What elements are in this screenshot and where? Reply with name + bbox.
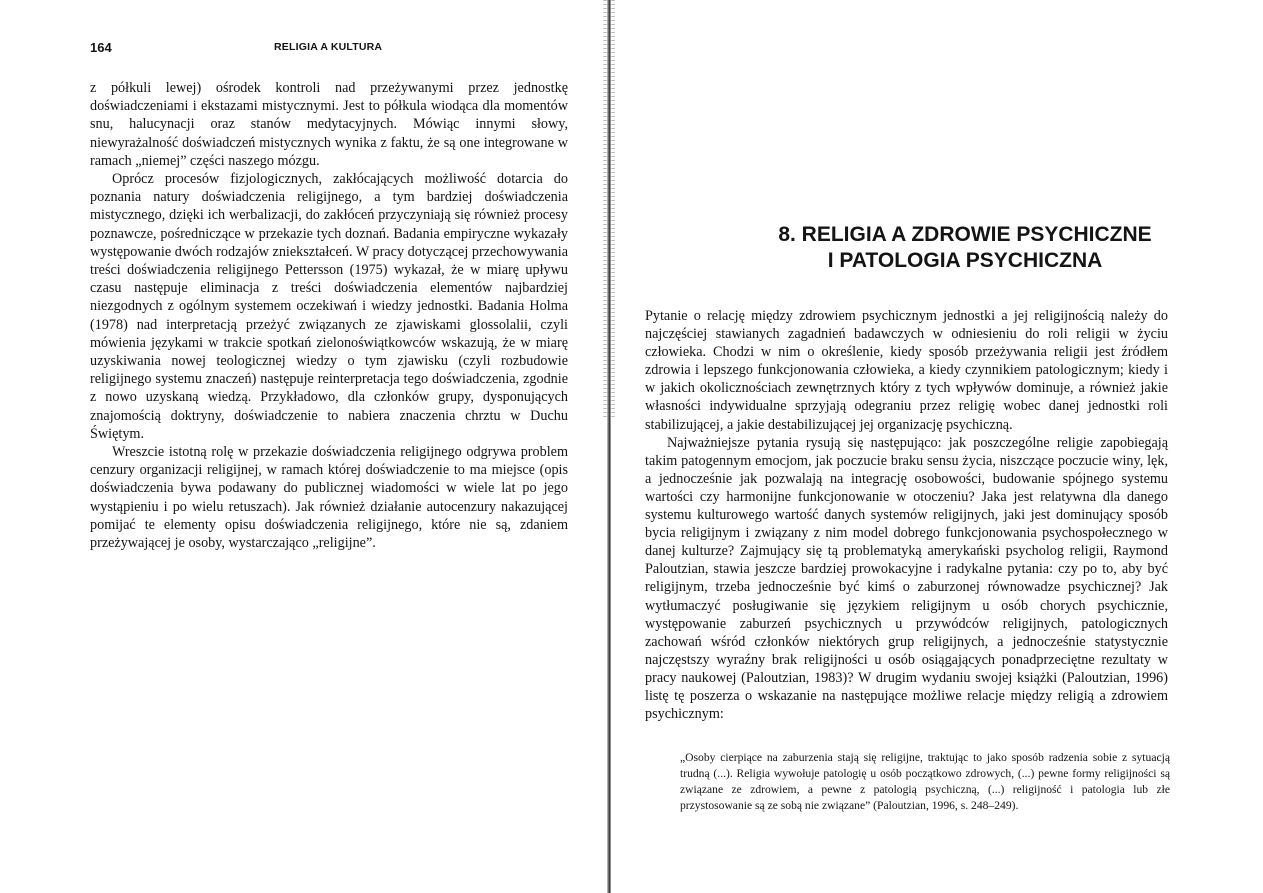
paragraph: Najważniejsze pytania rysują się następująco: jak poszczególne religie zapobiegają takim patogennym emocjom, jak poczucie braku sensu życia, niszczące poczucie winy, lęk, a jednocześnie jak pozwalają na integrację osobowości, budowanie spójnego systemu wartości czy harmonijne funkcjonowanie w otoczeniu? Jaka jest relatywna dla danego systemu kulturowego wartość danych systemów religijnych, jaki jest dominujący sposób bycia religijnym i związany z nim model dobrego funkcjonowania psychospołecznego w danej kulturze? Zajmujący się tą problematyką amerykański psycholog religii, Raymond Paloutzian, stawia jeszcze bardziej prowokacyjne i radykalne pytania: czy po to, aby być religijnym, trzeba jednocześnie być kimś o zaburzonej równowadze psychicznej? Jak wytłumaczyć posługiwanie się językiem religijnym u osób chorych psychicznie, występowanie zaburzeń psychicznych u przywódców religijnych, patologicznych zachowań wśród członków niektórych grup religijnych, a jednocześnie statystycznie najczęstszy wyraźny brak religijności u osób osiągających ponadprzeciętne rezultaty w pracy naukowej (Paloutzian, 1983)? W drugim wydaniu swojej książki (Paloutzian, 1996) listę tę poszerza o wskazanie na następujące możliwe relacje między religią a zdrowiem psychicznym: — [645, 434, 1168, 723]
running-head: RELIGIA A KULTURA — [274, 41, 383, 53]
right-page-body — [645, 307, 1168, 723]
left-page — [0, 0, 605, 893]
chapter-title — [685, 222, 1245, 274]
gutter-shadow — [607, 0, 611, 893]
chapter-title-line-2: I PATOLOGIA PSYCHICZNA — [827, 249, 1103, 272]
chapter-title-line-1: 8. RELIGIA A ZDROWIE PSYCHICZNE — [778, 223, 1152, 246]
paragraph: Pytanie o relację między zdrowiem psychicznym jednostki a jej religijnością należy do najczęściej stawianych zagadnień badawczych w odniesieniu do roli religii w życiu człowieka. Chodzi w nim o określenie, kiedy sposób przeżywania religii jest źródłem zdrowia i lepszego funkcjonowania człowieka, a kiedy czynnikiem patologicznym; kiedy i w jakich okolicznościach zewnętrznych który z tych wpływów dominuje, a również jakie własności indywidualne sprzyjają odegraniu przez religię wobec danej jednostki roli stabilizującej, a jakie destabilizującej jej organizację psychiczną. — [645, 308, 1168, 433]
page-number: 164 — [90, 40, 112, 55]
left-page-body — [90, 79, 568, 552]
right-page — [615, 0, 1263, 893]
paragraph: Wreszcie istotną rolę w przekazie doświadczenia religijnego odgrywa problem cenzury organizacji religijnej, w ramach której doświadczenie to ma miejsce (opis doświadczenia bywa podawany do publicznej wiadomości w wiele lat po jego wystąpieniu i po wielu retuszach). Jak również działanie autocenzury nakazującej pomijać te elementy opisu doświadczenia religijnego, które nie są, zdaniem przeżywającej je osoby, wystarczająco „religijne”. — [90, 444, 568, 552]
paragraph: Oprócz procesów fizjologicznych, zakłócających możliwość dotarcia do poznania natury doświadczenia religijnego, a tym bardziej doświadczenia mistycznego, dzięki ich werbalizacji, do zakłóceń przyczyniają się również procesy poznawcze, pośredniczące w przekazie tych doznań. Badania empiryczne wykazały występowanie dwóch rodzajów zniekształceń. W pracy dotyczącej przechowywania treści doświadczenia religijnego Pettersson (1975) wykazał, że w miarę upływu czasu następuje eliminacja z treści doświadczenia elementów najbardziej niezgodnych z ogólnym systemem oczekiwań i wiedzy jednostki. Badania Holma (1978) nad interpretacją przeżyć związanych ze zjawiskami glossolalii, czyli mówienia językami w trakcie spotkań zielonoświątkowców wskazują, że w miarę uzyskiwania nowej teologicznej wiedzy o tym zjawisku (czyli rozbudowie religijnego systemu znaczeń) następuje reinterpretacja tego doświadczenia, zgodnie z nowo uzyskaną wiedzą. Przykładowo, dla członków grupy, dysponujących znajomością doktryny, doświadczenie to nabiera znaczenia chrztu w Duchu Świętym. — [90, 171, 568, 442]
paragraph: z półkuli lewej) ośrodek kontroli nad przeżywanymi przez jednostkę doświadczeniami i ekstazami mistycznymi. Jest to półkula wiodąca dla momentów snu, halucynacji oraz stanów medytacyjnych. Mówiąc innymi słowy, niewyrażalność doświadczeń mistycznych wynika z faktu, że są one integrowane w ramach „niemej” części naszego mózgu. — [90, 80, 568, 169]
block-quote: „Osoby cierpiące na zaburzenia stają się religijne, traktując to jako sposób radzenia sobie z sytuacją trudną (...). Religia wywołuje patologię u osób początkowo zdrowych, (...) pewne formy religijności są związane ze zdrowiem, a pewne z patologią psychiczną, (...) religijność i patologia lub złe przystosowanie są ze sobą nie związane” (Paloutzian, 1996, s. 248–249). — [680, 751, 1170, 812]
